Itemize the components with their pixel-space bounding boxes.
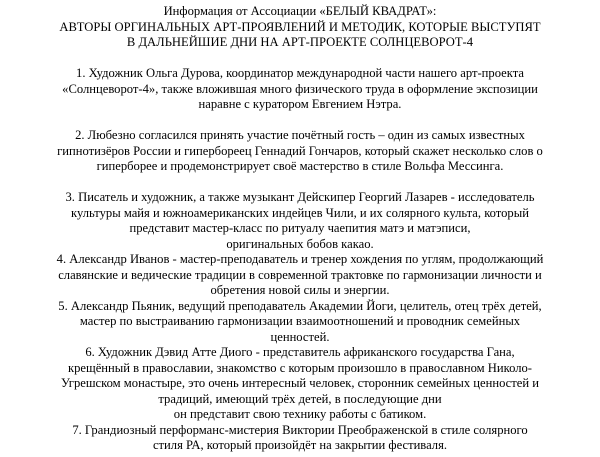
spacer — [0, 51, 600, 67]
item-6-line-2: крещённый в православии, знакомство с которым произошло в православном Николо- — [68, 360, 532, 375]
item-6-line-1: 6. Художник Дэвид Атте Диого - представитель африканского государства Гана, — [85, 345, 515, 359]
item-6-line-3: Угрешском монастыре, это очень интересный человек, сторонник семейных ценностей и — [61, 376, 539, 390]
item-1-paragraph — [0, 66, 600, 113]
item-3-line-3: представит мастер-класс по ритуалу чаепития матэ и матэписи, — [129, 221, 471, 235]
item-4-paragraph — [0, 252, 600, 299]
document-body — [0, 4, 600, 454]
item-1-line-1: 1. Художник Ольга Дурова, координатор международной части нашего арт-проекта — [76, 66, 524, 80]
item-6-line-5: он представит свою технику работы с батиком. — [173, 407, 427, 421]
item-5-line-2: мастер по выстраиванию гармонизации взаимоотношений и проводник семейных — [79, 314, 521, 328]
item-4-line-3: обретения новой силы и энергии. — [210, 283, 390, 297]
item-4-line-1: 4. Александр Иванов - мастер-преподаватель и тренер хождения по углям, продолжающий — [56, 252, 544, 266]
item-7-paragraph — [0, 423, 600, 454]
item-4-line-2: славянские и ведические традиции в современной трактовке по гармонизации личности и — [58, 267, 542, 282]
spacer — [0, 113, 600, 129]
item-1-line-2: «Солнцеворот-4», также вложившая много физического труда в оформление экспозиции — [62, 81, 538, 96]
item-6-line-4: традиций, имеющий трёх детей, в последующие дни — [158, 391, 442, 406]
item-2-line-1: 2. Любезно согласился принять участие почётный гость – один из самых известных — [75, 128, 525, 142]
header-line-1: Информация от Ассоциации «БЕЛЫЙ КВАДРАТ»: — [163, 4, 437, 18]
item-1-line-3: наравне с куратором Евгением Нэтра. — [198, 97, 402, 111]
item-7-line-2: стиля РА, который произойдёт на закрытии фестиваля. — [152, 438, 448, 452]
item-3-line-4: оригинальных бобов какао. — [226, 236, 374, 251]
item-5-line-1: 5. Александр Пьяник, ведущий преподаватель Академии Йоги, целитель, отец трёх детей, — [58, 298, 542, 313]
spacer — [0, 175, 600, 191]
item-5-paragraph — [0, 299, 600, 346]
item-3-line-1: 3. Писатель и художник, а также музыкант Дейскипер Георгий Лазарев - исследователь — [65, 190, 535, 204]
item-7-line-1: 7. Грандиозный перформанс-мистерия Виктории Преображенской в стиле солярного — [72, 422, 528, 437]
item-2-line-3: гиперборее и продемонстрирует своё мастерство в стиле Вольфа Мессинга. — [96, 159, 504, 173]
item-5-line-3: ценностей. — [270, 329, 330, 344]
header-line-2: АВТОРЫ ОРГИНАЛЬНЫХ АРТ-ПРОЯВЛЕНИЙ И МЕТОДИК, КОТОРЫЕ ВЫСТУПЯТ — [59, 19, 541, 34]
item-2-line-2: гипнотизёров России и гипербореец Геннадий Гончаров, который скажет несколько слов о — [57, 143, 543, 158]
document-header — [0, 4, 600, 51]
item-3-paragraph — [0, 190, 600, 252]
header-line-3: В ДАЛЬНЕЙШИЕ ДНИ НА АРТ-ПРОЕКТЕ СОЛНЦЕВОРОТ-4 — [126, 35, 474, 49]
item-2-paragraph — [0, 128, 600, 175]
item-3-line-2: культуры майя и южноамериканских индейцев Чили, и их солярного культа, который — [71, 205, 529, 220]
item-6-paragraph — [0, 345, 600, 423]
